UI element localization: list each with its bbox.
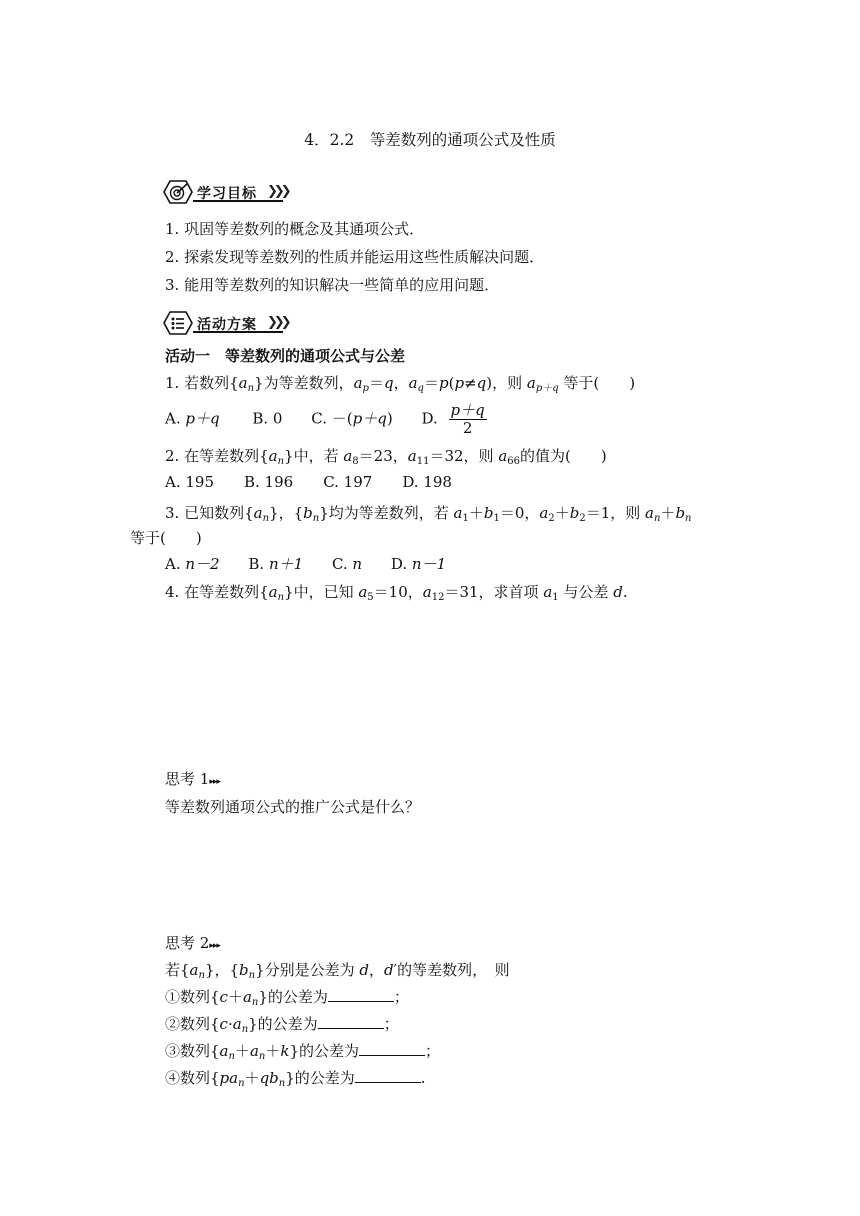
- think-2-intro: 若$\{a_n\}$，$\{b_n\}$分别是公差为 d，d′的等差数列， 则: [165, 961, 510, 981]
- question-2: 2. 在等差数列$\{a_n\}$中，若 $a_8=23$，$a_{11}=32$，则 $a_{66}$的值为( ): [165, 447, 607, 467]
- triangle-arrows-icon: ▸▸▸: [209, 777, 220, 787]
- think-1-question: 等差数列通项公式的推广公式是什么？: [165, 798, 421, 816]
- goal-item-1: 1. 巩固等差数列的概念及其通项公式．: [165, 220, 425, 238]
- think-1-title: 思考 1▸▸▸: [165, 770, 220, 788]
- question-3-options: A. n－2 B. n＋1 C. n D. n－1: [165, 555, 447, 573]
- goals-banner-label: 学习目标: [197, 186, 257, 202]
- question-1-options: A. p＋q B. 0 C. －(p＋q) D. $\frac{p+q}{2}$: [165, 401, 485, 437]
- question-1: 1. 若数列$\{a_n\}$为等差数列，$a_p=q$，$a_q=p(p\ne q)$，则 $a_{p+q}$ 等于( ): [165, 374, 636, 394]
- think-2-item-4: ④数列$\{pa_n+qb_n\}$的公差为 .: [165, 1069, 426, 1089]
- fraction: $\frac{p+q}{2}$: [450, 401, 485, 437]
- think-2-item-1: ①数列$\{c+a_n\}$的公差为 ；: [165, 988, 409, 1008]
- activity1-title: 活动一 等差数列的通项公式与公差: [165, 347, 406, 365]
- question-2-options: A. 195 B. 196 C. 197 D. 198: [165, 473, 452, 491]
- question-4: 4. 在等差数列$\{a_n\}$中，已知 $a_5=10$，$a_{12}=31$，求首项 $a_1$ 与公差 d.: [165, 583, 628, 603]
- activity-banner-label: 活动方案: [197, 317, 257, 333]
- target-icon: [163, 180, 193, 204]
- think-2-item-3: ③数列$\{a_n+a_n+k\}$的公差为 ；: [165, 1042, 441, 1062]
- chevron-icon: ❯❯❯: [267, 184, 288, 199]
- question-3: 3. 已知数列$\{a_n\}$，$\{b_n\}$均为等差数列，若 $a_1+b_1=0$，$a_2+b_2=1$，则 $a_n+b_n$: [165, 504, 692, 524]
- goal-item-2: 2. 探索发现等差数列的性质并能运用这些性质解决问题．: [165, 248, 545, 266]
- answer-blank[interactable]: [359, 1043, 425, 1056]
- answer-blank[interactable]: [318, 1016, 384, 1029]
- triangle-arrows-icon: ▸▸▸: [209, 941, 220, 951]
- list-icon: [163, 311, 193, 335]
- question-3-line2: 等于( ): [130, 529, 202, 547]
- answer-blank[interactable]: [355, 1070, 421, 1083]
- chevron-icon: ❯❯❯: [267, 315, 288, 330]
- answer-blank[interactable]: [328, 989, 394, 1002]
- think-2-item-2: ②数列$\{c\cdot a_n\}$的公差为 ；: [165, 1015, 399, 1035]
- page-title: 4．2.2 等差数列的通项公式及性质: [304, 131, 556, 149]
- goal-item-3: 3. 能用等差数列的知识解决一些简单的应用问题．: [165, 276, 500, 294]
- think-2-title: 思考 2▸▸▸: [165, 934, 220, 952]
